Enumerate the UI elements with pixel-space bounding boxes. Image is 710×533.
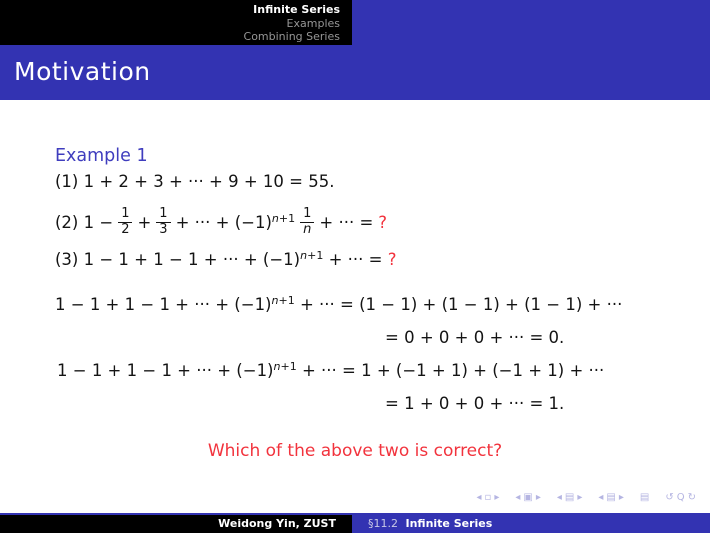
prev-subsection-icon[interactable]: ◂ xyxy=(556,492,562,503)
equation-grouping-zero-line1: 1 − 1 + 1 − 1 + ··· + $(-1)^{n+1}$ + ··· = (1 − 1) + (1 − 1) + (1 − 1) + ··· xyxy=(55,294,623,314)
next-slide-icon[interactable]: ▸ xyxy=(494,492,500,503)
back-icon[interactable]: ↺ xyxy=(665,492,674,503)
item2-plus: + xyxy=(137,212,152,232)
prev-frame-icon[interactable]: ◂ xyxy=(515,492,521,503)
footer-bar xyxy=(0,513,710,533)
section-icon[interactable]: ▤ xyxy=(606,492,616,503)
fraction-one-third: $\frac{1}{3}$ xyxy=(156,207,170,237)
prev-section-icon[interactable]: ◂ xyxy=(598,492,604,503)
forward-icon[interactable]: ↻ xyxy=(687,492,696,503)
header-nav-box xyxy=(0,0,352,45)
prev-slide-icon[interactable]: ◂ xyxy=(476,492,482,503)
footer-author: Weidong Yin, ZUST xyxy=(218,517,336,530)
next-frame-icon[interactable]: ▸ xyxy=(535,492,541,503)
equation-grouping-one-line1: 1 − 1 + 1 − 1 + ··· + $(-1)^{n+1}$ + ··· = 1 + (−1 + 1) + (−1 + 1) + ··· xyxy=(57,360,605,380)
fraction-one-over-n: $\frac{1}{n}$ xyxy=(300,207,314,237)
frame-icon[interactable]: ▣ xyxy=(523,492,533,503)
next-section-icon[interactable]: ▸ xyxy=(618,492,624,503)
header-section-examples[interactable]: Examples xyxy=(286,17,340,30)
frame-title-bar xyxy=(0,45,710,100)
header-section-combining[interactable]: Combining Series xyxy=(243,30,340,43)
frame-title: Motivation xyxy=(14,57,151,86)
footer-section-number: §11.2 xyxy=(368,517,398,530)
alert-question: Which of the above two is correct? xyxy=(207,441,503,461)
item2-question-mark: ? xyxy=(378,212,388,232)
header-section-current[interactable]: Infinite Series xyxy=(253,3,340,16)
presentation-icon[interactable]: ▤ xyxy=(639,492,650,503)
equation-grouping-zero-line2: = 0 + 0 + 0 + ··· = 0. xyxy=(385,328,565,347)
example-heading: Example 1 xyxy=(55,146,148,166)
footer-author-box xyxy=(0,515,352,533)
series-item-2 xyxy=(55,198,392,246)
footer-section-title: Infinite Series xyxy=(405,517,493,530)
header-bar xyxy=(0,0,710,45)
item2-mid: + ··· + $(-1)^{n+1}$ xyxy=(175,212,296,232)
item2-tail: + ··· = xyxy=(319,212,374,232)
series-item-1: (1) 1 + 2 + 3 + ··· + 9 + 10 = 55. xyxy=(55,172,335,191)
series-item-3: (3) 1 − 1 + 1 − 1 + ··· + $(-1)^{n+1}$ + ··· = ? xyxy=(55,249,397,269)
fraction-one-half: $\frac{1}{2}$ xyxy=(118,207,132,237)
slide-icon[interactable]: ▫ xyxy=(484,492,492,503)
subsection-icon[interactable]: ▤ xyxy=(564,492,575,503)
footer-section-box xyxy=(352,515,710,533)
navigation-symbols xyxy=(474,492,697,503)
item3-question-mark: ? xyxy=(387,250,397,269)
equation-grouping-one-line2: = 1 + 0 + 0 + ··· = 1. xyxy=(385,394,565,413)
search-icon[interactable]: Q xyxy=(676,492,685,503)
next-subsection-icon[interactable]: ▸ xyxy=(577,492,583,503)
item2-prefix: (2) 1 − xyxy=(55,212,114,232)
